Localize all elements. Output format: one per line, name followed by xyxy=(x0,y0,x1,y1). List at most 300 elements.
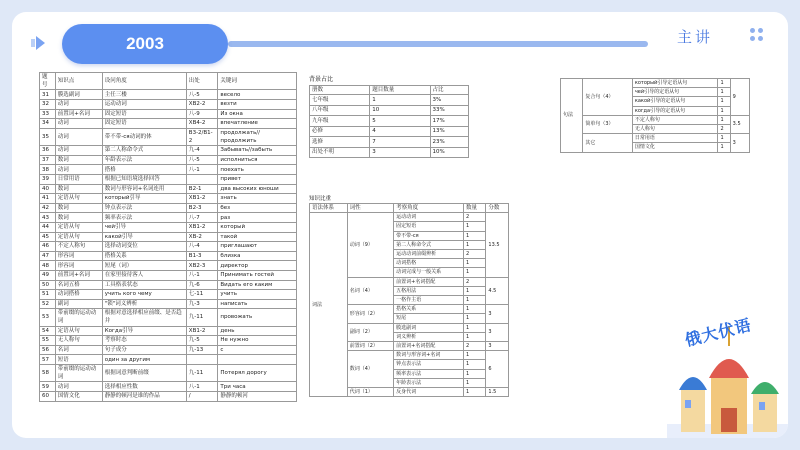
presenter-label: 主讲 xyxy=(677,28,714,46)
table-cell: 23% xyxy=(430,137,468,148)
table-cell: 58 xyxy=(40,365,56,382)
table-cell: 年龄表示法 xyxy=(394,378,464,387)
table-cell: 13% xyxy=(430,126,468,137)
pos-cell: 名词（4） xyxy=(347,277,393,305)
table-cell: 1 xyxy=(718,143,730,152)
table-cell: 40 xyxy=(40,184,56,194)
score-cell: 3 xyxy=(730,134,749,152)
grade-ratio-block xyxy=(309,74,479,158)
table-cell: 动词 xyxy=(55,165,102,175)
table-cell: 词义辨析 xyxy=(394,332,464,341)
table-cell: 数词 xyxy=(55,203,102,213)
table-cell: 1 xyxy=(464,323,486,332)
table-header-cell: 词性 xyxy=(347,204,393,213)
table-cell: провожать xyxy=(218,309,297,326)
table-cell: 七年级 xyxy=(310,95,370,106)
table-cell: 八-5 xyxy=(186,155,218,165)
table-cell: 八年级 xyxy=(310,105,370,116)
table-cell: 3 xyxy=(370,147,430,158)
table-header-cell: 语法体系 xyxy=(310,204,348,213)
pos-cell: 复合句（4） xyxy=(583,79,632,116)
score-cell: 4.5 xyxy=(486,277,509,305)
table-cell: 根据词意判断前缀 xyxy=(102,365,186,382)
table-cell: 搭格 xyxy=(102,165,186,175)
table-cell: 动词 xyxy=(55,382,102,392)
table-cell: 数词 xyxy=(55,155,102,165)
table-header-cell: 题目数量 xyxy=(370,86,430,95)
table-cell: 不定人称句 xyxy=(55,242,102,252)
table-cell: "锁"词义辨析 xyxy=(102,299,186,309)
table-cell: 运动动词 xyxy=(394,213,464,222)
table-cell: 1 xyxy=(464,231,486,240)
table-cell: без xyxy=(218,203,297,213)
table-header-cell: 册数 xyxy=(310,86,370,95)
table-cell: 17% xyxy=(430,116,468,127)
table-header-cell: 占比 xyxy=(430,86,468,95)
table-cell: 九-11 xyxy=(186,365,218,382)
table-cell: 前置词+名词 xyxy=(55,270,102,280)
table-cell: 1 xyxy=(464,360,486,369)
table-cell: 短尾 xyxy=(394,314,464,323)
table-cell: 1 xyxy=(718,106,730,115)
score-cell: 1.5 xyxy=(486,388,509,397)
table-row xyxy=(40,155,297,165)
table-cell: 60 xyxy=(40,392,56,402)
table-cell: с xyxy=(218,345,297,355)
table-cell: 固定短语 xyxy=(102,119,186,129)
table-cell: весело xyxy=(218,90,297,100)
table-cell: 32 xyxy=(40,100,56,110)
table-cell: знать xyxy=(218,194,297,204)
table-header-cell: 题号 xyxy=(40,73,56,90)
score-cell: 3 xyxy=(486,342,509,351)
table-cell: 带前缀的运动动词 xyxy=(55,309,102,326)
table-row xyxy=(310,137,469,148)
dots-icon xyxy=(750,28,770,48)
table-cell: 1 xyxy=(718,97,730,106)
table-row xyxy=(40,299,297,309)
table-cell: 日常用语 xyxy=(632,134,718,143)
table-cell: 选修 xyxy=(310,137,370,148)
table-row xyxy=(40,345,297,355)
table-cell: 静静的顿河 xyxy=(218,392,297,402)
table-cell: 带前缀的运动动词 xyxy=(55,365,102,382)
table-cell: 八-1 xyxy=(186,165,218,175)
table-cell: 33% xyxy=(430,105,468,116)
table-cell: продолжать//продолжить xyxy=(218,128,297,145)
table-cell: XB1-2 xyxy=(186,194,218,204)
table-cell: один за другим xyxy=(102,355,186,365)
pos-cell: 前置词（2） xyxy=(347,342,393,351)
table-row xyxy=(310,116,469,127)
table-cell: 定语从句 xyxy=(55,194,102,204)
score-cell: 13.5 xyxy=(486,213,509,277)
header-bar xyxy=(228,41,648,47)
table-cell: директор xyxy=(218,261,297,271)
syntax-table xyxy=(560,78,750,153)
table-cell: / xyxy=(186,392,218,402)
knowledge-ratio-table xyxy=(309,203,509,397)
table-cell: 搭格关系 xyxy=(394,305,464,314)
table-cell: 4 xyxy=(370,126,430,137)
table-cell: 1 xyxy=(464,314,486,323)
table-cell: 带不带-ся动词的体 xyxy=(102,128,186,145)
table-header-cell: 出处 xyxy=(186,73,218,90)
table-cell: такой xyxy=(218,232,297,242)
table-row xyxy=(40,232,297,242)
table-header-cell: 考察角度 xyxy=(394,204,464,213)
table-cell: 短尾（词） xyxy=(102,261,186,271)
table-cell: Когда引导 xyxy=(102,326,186,336)
slide xyxy=(12,12,788,438)
table-cell: 定语从句 xyxy=(55,326,102,336)
table-cell: 34 xyxy=(40,119,56,129)
table-cell: 37 xyxy=(40,155,56,165)
table-cell: 5 xyxy=(370,116,430,127)
table-cell: 国情文化 xyxy=(55,392,102,402)
table-cell: 选择动词变位 xyxy=(102,242,186,252)
table-row xyxy=(40,309,297,326)
grade-ratio-caption: 背景占比 xyxy=(309,76,334,83)
table-row xyxy=(40,270,297,280)
table-cell: 静静的顿河是谁的作品 xyxy=(102,392,186,402)
table-cell: Потерял дорогу xyxy=(218,365,297,382)
table-row xyxy=(40,392,297,402)
table-cell: который xyxy=(218,222,297,232)
table-cell: 八-9 xyxy=(186,109,218,119)
table-cell: когда引导的定语从句 xyxy=(632,106,718,115)
table-row xyxy=(40,251,297,261)
table-cell: два высоких юноши xyxy=(218,184,297,194)
slide-header xyxy=(12,12,788,64)
table-row xyxy=(310,147,469,158)
table-cell: Не нужно xyxy=(218,336,297,346)
table-cell: 46 xyxy=(40,242,56,252)
table-cell: 在家里接待客人 xyxy=(102,270,186,280)
pos-cell: 代词（1） xyxy=(347,388,393,397)
table-cell: Забывать//забыть xyxy=(218,146,297,156)
table-cell: 1 xyxy=(464,332,486,341)
table-cell xyxy=(186,174,218,184)
table-cell: B3-2/B1-2 xyxy=(186,128,218,145)
table-cell: 必修 xyxy=(310,126,370,137)
table-row xyxy=(40,128,297,145)
table-cell: 频率表示法 xyxy=(394,369,464,378)
table-row xyxy=(40,165,297,175)
table-cell: 39 xyxy=(40,174,56,184)
grade-ratio-table xyxy=(309,85,469,158)
table-cell: 根据已知语境选择回答 xyxy=(102,174,186,184)
table-row xyxy=(40,242,297,252)
table-cell: 九-5 xyxy=(186,336,218,346)
table-cell: 不定人称句 xyxy=(632,115,718,124)
table-cell: 日常用语 xyxy=(55,174,102,184)
table-cell: XB-2 xyxy=(186,232,218,242)
table-cell: впечатление xyxy=(218,119,297,129)
table-cell: 前置词+名词 xyxy=(55,109,102,119)
brand-logo-text: 俄大伏语 xyxy=(682,315,754,350)
table-cell: 国情文化 xyxy=(632,143,718,152)
table-cell: 1 xyxy=(718,79,730,88)
table-row xyxy=(40,194,297,204)
pos-cell: 副词（2） xyxy=(347,323,393,341)
table-row xyxy=(40,100,297,110)
score-cell: 6 xyxy=(486,351,509,388)
table-cell: 定语从句 xyxy=(55,222,102,232)
table-cell: 第二人称命令式 xyxy=(394,240,464,249)
table-cell: B2-1 xyxy=(186,184,218,194)
table-cell: 7 xyxy=(370,137,430,148)
table-header-cell: 数量 xyxy=(464,204,486,213)
table-cell: 九-11 xyxy=(186,309,218,326)
play-arrow-icon xyxy=(36,36,45,50)
table-cell: день xyxy=(218,326,297,336)
table-cell: 1 xyxy=(464,351,486,360)
question-table xyxy=(39,72,297,402)
table-header-cell: 关键词 xyxy=(218,73,297,90)
table-cell: 带不带-ся xyxy=(394,231,464,240)
table-cell: 句子成分 xyxy=(102,345,186,355)
table-cell: XB1-2 xyxy=(186,326,218,336)
table-row xyxy=(310,126,469,137)
table-cell: 数词与形容词+名词 xyxy=(394,351,464,360)
table-cell: 1 xyxy=(464,286,486,295)
table-cell: 2 xyxy=(464,342,486,351)
table-cell: 动词 xyxy=(55,146,102,156)
table-cell: 副词 xyxy=(55,299,102,309)
score-cell: 3.5 xyxy=(730,115,749,133)
table-cell: 42 xyxy=(40,203,56,213)
table-cell: 数词 xyxy=(55,213,102,223)
table-cell: 年龄表示法 xyxy=(102,155,186,165)
table-cell: 形容词 xyxy=(55,251,102,261)
table-cell: 56 xyxy=(40,345,56,355)
table-cell: 1 xyxy=(464,296,486,305)
table-cell: 1 xyxy=(464,369,486,378)
table-row xyxy=(40,365,297,382)
table-cell: 搭格关系 xyxy=(102,251,186,261)
table-row xyxy=(310,105,469,116)
table-cell: 九-13 xyxy=(186,345,218,355)
table-cell: 钟点表示法 xyxy=(102,203,186,213)
table-cell: 膜选副词 xyxy=(55,90,102,100)
table-row xyxy=(561,134,750,143)
table-cell: 固定短语 xyxy=(102,109,186,119)
table-cell: 名词 xyxy=(55,345,102,355)
table-cell: 36 xyxy=(40,146,56,156)
score-cell: 3 xyxy=(486,323,509,341)
table-cell: чей引导的定语从句 xyxy=(632,88,718,97)
table-cell: 七-11 xyxy=(186,290,218,300)
table-row xyxy=(310,213,509,222)
table-cell: 膜选副词 xyxy=(394,323,464,332)
table-cell: 八-5 xyxy=(186,90,218,100)
table-cell: 九年级 xyxy=(310,116,370,127)
table-cell: 动词完成与一般关系 xyxy=(394,268,464,277)
table-cell: привет xyxy=(218,174,297,184)
table-cell: раз xyxy=(218,213,297,223)
table-cell: 43 xyxy=(40,213,56,223)
table-row xyxy=(40,174,297,184)
knowledge-ratio-block xyxy=(309,194,517,397)
table-cell: 33 xyxy=(40,109,56,119)
table-cell: 1 xyxy=(464,268,486,277)
page-title: 2003 xyxy=(62,24,228,64)
pos-cell: 形容词（2） xyxy=(347,305,393,323)
table-cell: 35 xyxy=(40,128,56,145)
table-cell: Видать его каким xyxy=(218,280,297,290)
table-row xyxy=(40,382,297,392)
decor-bar xyxy=(31,39,35,47)
table-header-cell: 设问角度 xyxy=(102,73,186,90)
table-cell: 前置词+名词搭配 xyxy=(394,342,464,351)
table-cell: близка xyxy=(218,251,297,261)
score-cell: 3 xyxy=(486,305,509,323)
table-cell: 第二人称命令式 xyxy=(102,146,186,156)
table-cell: написать xyxy=(218,299,297,309)
table-cell: Три часа xyxy=(218,382,297,392)
score-cell: 9 xyxy=(730,79,749,116)
table-row xyxy=(40,109,297,119)
table-cell: Из окна xyxy=(218,109,297,119)
table-cell: приглашают xyxy=(218,242,297,252)
table-row xyxy=(40,326,297,336)
table-row xyxy=(40,280,297,290)
table-cell: 八-1 xyxy=(186,270,218,280)
section-cell: 句法 xyxy=(561,79,583,153)
table-cell: B2-3 xyxy=(186,203,218,213)
table-cell: поехать xyxy=(218,165,297,175)
table-cell: 53 xyxy=(40,309,56,326)
table-row xyxy=(40,261,297,271)
pos-cell: 其它 xyxy=(583,134,632,152)
table-header-cell: 知识点 xyxy=(55,73,102,90)
table-cell: 10 xyxy=(370,105,430,116)
table-cell: 10% xyxy=(430,147,468,158)
table-cell: 54 xyxy=(40,326,56,336)
table-cell: 38 xyxy=(40,165,56,175)
table-cell: который引导定语从句 xyxy=(632,79,718,88)
table-cell: 1 xyxy=(464,305,486,314)
table-cell: 数词 xyxy=(55,184,102,194)
table-cell: XB2-3 xyxy=(186,261,218,271)
table-cell: 短语 xyxy=(55,355,102,365)
table-cell: 1 xyxy=(464,240,486,249)
table-cell: Принимать гостей xyxy=(218,270,297,280)
table-cell: 47 xyxy=(40,251,56,261)
table-cell: 运动动词 xyxy=(102,100,186,110)
table-cell: чей引导 xyxy=(102,222,186,232)
table-cell xyxy=(186,355,218,365)
table-row xyxy=(40,355,297,365)
table-cell xyxy=(218,355,297,365)
table-cell: 一格作主语 xyxy=(394,296,464,305)
table-cell: 无人称句 xyxy=(632,125,718,134)
table-cell: 41 xyxy=(40,194,56,204)
table-row xyxy=(310,95,469,106)
table-row xyxy=(561,115,750,124)
table-row xyxy=(40,290,297,300)
table-cell: который引导 xyxy=(102,194,186,204)
table-cell: 52 xyxy=(40,299,56,309)
table-cell: 八-1 xyxy=(186,382,218,392)
table-cell: 31 xyxy=(40,90,56,100)
table-cell: 1 xyxy=(464,259,486,268)
table-row xyxy=(40,146,297,156)
table-cell: 45 xyxy=(40,232,56,242)
table-row xyxy=(40,213,297,223)
table-cell: 动词 xyxy=(55,100,102,110)
table-cell: 1 xyxy=(718,88,730,97)
table-cell: 44 xyxy=(40,222,56,232)
table-cell: B1-3 xyxy=(186,251,218,261)
table-cell: 固定短语 xyxy=(394,222,464,231)
table-cell: 48 xyxy=(40,261,56,271)
table-cell: 1 xyxy=(464,222,486,231)
table-cell: 考察时态 xyxy=(102,336,186,346)
table-cell: 59 xyxy=(40,382,56,392)
knowledge-ratio-caption: 知识比重 xyxy=(309,196,332,202)
table-row xyxy=(561,79,750,88)
table-cell: 55 xyxy=(40,336,56,346)
table-cell: 根据对意选择相应前缀、是否趋并 xyxy=(102,309,186,326)
table-cell: 反身代词 xyxy=(394,388,464,397)
table-cell: 1 xyxy=(464,388,486,397)
table-cell: 2 xyxy=(464,213,486,222)
table-cell: 前置词+名词搭配 xyxy=(394,277,464,286)
pos-cell: 动词（9） xyxy=(347,213,393,277)
table-cell: 九-3 xyxy=(186,299,218,309)
table-cell: 动词 xyxy=(55,128,102,145)
table-cell: 57 xyxy=(40,355,56,365)
table-cell: 工具格表状态 xyxy=(102,280,186,290)
table-row xyxy=(40,203,297,213)
table-cell: 动词搭格 xyxy=(394,259,464,268)
table-cell: 1 xyxy=(718,134,730,143)
table-cell: какой引导 xyxy=(102,232,186,242)
table-cell: 出处不明 xyxy=(310,147,370,158)
table-cell: 主任三楼 xyxy=(102,90,186,100)
table-cell: 1 xyxy=(464,378,486,387)
table-cell: 钟点表示法 xyxy=(394,360,464,369)
table-cell: 动词 xyxy=(55,119,102,129)
table-cell: 1 xyxy=(718,115,730,124)
table-cell: 2 xyxy=(464,277,486,286)
table-cell: 八-4 xyxy=(186,242,218,252)
table-cell: 51 xyxy=(40,290,56,300)
table-cell: XB2-2 xyxy=(186,100,218,110)
table-cell: 定语从句 xyxy=(55,232,102,242)
table-cell: 选择相应性数 xyxy=(102,382,186,392)
table-row xyxy=(40,119,297,129)
table-cell: 动词搭格 xyxy=(55,290,102,300)
table-cell: 数词与形容词+名词连用 xyxy=(102,184,186,194)
table-row xyxy=(40,90,297,100)
table-row xyxy=(40,222,297,232)
table-cell: 1 xyxy=(370,95,430,106)
table-cell: XB4-2 xyxy=(186,119,218,129)
table-row xyxy=(40,184,297,194)
table-cell: учить кого чему xyxy=(102,290,186,300)
table-cell: 无人称句 xyxy=(55,336,102,346)
table-cell: 49 xyxy=(40,270,56,280)
table-cell: какой引导的定语从句 xyxy=(632,97,718,106)
table-cell: XB1-2 xyxy=(186,222,218,232)
table-cell: везти xyxy=(218,100,297,110)
table-cell: учить xyxy=(218,290,297,300)
table-cell: 形容词 xyxy=(55,261,102,271)
table-cell: 八-7 xyxy=(186,213,218,223)
